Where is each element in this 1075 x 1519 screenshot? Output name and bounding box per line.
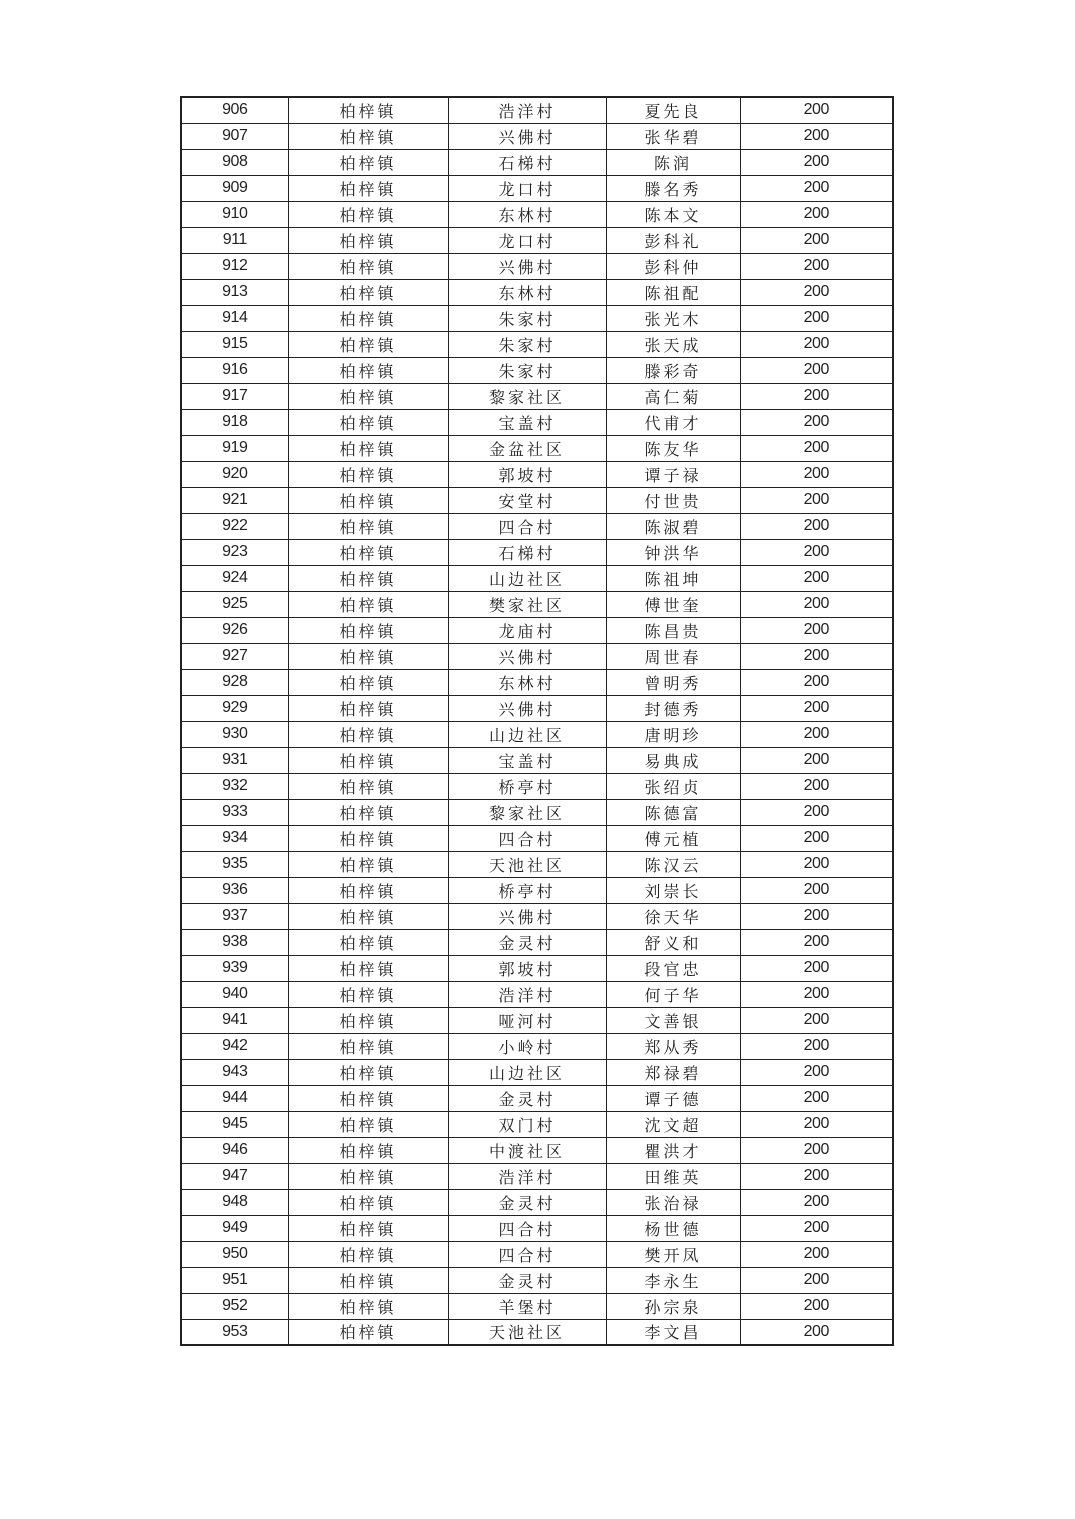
row-number-cell: 907: [181, 123, 288, 149]
town-cell: 柏梓镇: [288, 409, 448, 435]
row-number-cell: 935: [181, 851, 288, 877]
village-cell: 东林村: [448, 669, 606, 695]
amount-cell: 200: [740, 903, 893, 929]
person-name-cell: 傅元植: [606, 825, 740, 851]
town-cell: 柏梓镇: [288, 955, 448, 981]
row-number-cell: 949: [181, 1215, 288, 1241]
table-row: [181, 97, 893, 123]
table-row: [181, 721, 893, 747]
person-name-cell: 陈友华: [606, 435, 740, 461]
village-cell: 山边社区: [448, 721, 606, 747]
table-row: [181, 617, 893, 643]
table-row: [181, 1111, 893, 1137]
table-row: [181, 955, 893, 981]
subsidy-table: [180, 96, 894, 1346]
row-number-cell: 937: [181, 903, 288, 929]
table-row: [181, 123, 893, 149]
town-cell: 柏梓镇: [288, 1215, 448, 1241]
village-cell: 兴佛村: [448, 123, 606, 149]
table-row: [181, 149, 893, 175]
amount-cell: 200: [740, 1189, 893, 1215]
amount-cell: 200: [740, 1111, 893, 1137]
table-row: [181, 1267, 893, 1293]
amount-cell: 200: [740, 1033, 893, 1059]
row-number-cell: 914: [181, 305, 288, 331]
row-number-cell: 923: [181, 539, 288, 565]
town-cell: 柏梓镇: [288, 513, 448, 539]
town-cell: 柏梓镇: [288, 123, 448, 149]
row-number-cell: 918: [181, 409, 288, 435]
village-cell: 龙庙村: [448, 617, 606, 643]
row-number-cell: 919: [181, 435, 288, 461]
village-cell: 黎家社区: [448, 383, 606, 409]
town-cell: 柏梓镇: [288, 1267, 448, 1293]
table-row: [181, 513, 893, 539]
amount-cell: 200: [740, 279, 893, 305]
table-row: [181, 1085, 893, 1111]
row-number-cell: 920: [181, 461, 288, 487]
person-name-cell: 孙宗泉: [606, 1293, 740, 1319]
amount-cell: 200: [740, 591, 893, 617]
town-cell: 柏梓镇: [288, 591, 448, 617]
village-cell: 东林村: [448, 201, 606, 227]
village-cell: 四合村: [448, 1241, 606, 1267]
town-cell: 柏梓镇: [288, 1137, 448, 1163]
village-cell: 浩洋村: [448, 97, 606, 123]
village-cell: 金灵村: [448, 1085, 606, 1111]
row-number-cell: 922: [181, 513, 288, 539]
amount-cell: 200: [740, 409, 893, 435]
row-number-cell: 912: [181, 253, 288, 279]
village-cell: 东林村: [448, 279, 606, 305]
person-name-cell: 谭子德: [606, 1085, 740, 1111]
table-row: [181, 669, 893, 695]
town-cell: 柏梓镇: [288, 1007, 448, 1033]
row-number-cell: 913: [181, 279, 288, 305]
village-cell: 兴佛村: [448, 695, 606, 721]
person-name-cell: 郑从秀: [606, 1033, 740, 1059]
row-number-cell: 924: [181, 565, 288, 591]
village-cell: 龙口村: [448, 227, 606, 253]
town-cell: 柏梓镇: [288, 669, 448, 695]
row-number-cell: 930: [181, 721, 288, 747]
amount-cell: 200: [740, 331, 893, 357]
amount-cell: 200: [740, 747, 893, 773]
town-cell: 柏梓镇: [288, 1319, 448, 1345]
village-cell: 石梯村: [448, 149, 606, 175]
town-cell: 柏梓镇: [288, 97, 448, 123]
amount-cell: 200: [740, 1059, 893, 1085]
person-name-cell: 陈淑碧: [606, 513, 740, 539]
person-name-cell: 李永生: [606, 1267, 740, 1293]
town-cell: 柏梓镇: [288, 435, 448, 461]
village-cell: 黎家社区: [448, 799, 606, 825]
village-cell: 天池社区: [448, 1319, 606, 1345]
row-number-cell: 921: [181, 487, 288, 513]
village-cell: 安堂村: [448, 487, 606, 513]
village-cell: 郭坡村: [448, 461, 606, 487]
table-row: [181, 1059, 893, 1085]
amount-cell: 200: [740, 669, 893, 695]
table-row: [181, 1033, 893, 1059]
village-cell: 朱家村: [448, 305, 606, 331]
town-cell: 柏梓镇: [288, 305, 448, 331]
table-row: [181, 227, 893, 253]
amount-cell: 200: [740, 825, 893, 851]
village-cell: 龙口村: [448, 175, 606, 201]
amount-cell: 200: [740, 1137, 893, 1163]
person-name-cell: 彭科礼: [606, 227, 740, 253]
person-name-cell: 沈文超: [606, 1111, 740, 1137]
row-number-cell: 928: [181, 669, 288, 695]
person-name-cell: 曾明秀: [606, 669, 740, 695]
table-row: [181, 903, 893, 929]
town-cell: 柏梓镇: [288, 617, 448, 643]
town-cell: 柏梓镇: [288, 721, 448, 747]
town-cell: 柏梓镇: [288, 1241, 448, 1267]
village-cell: 金灵村: [448, 1267, 606, 1293]
row-number-cell: 943: [181, 1059, 288, 1085]
row-number-cell: 953: [181, 1319, 288, 1345]
person-name-cell: 傅世奎: [606, 591, 740, 617]
amount-cell: 200: [740, 487, 893, 513]
table-row: [181, 357, 893, 383]
village-cell: 中渡社区: [448, 1137, 606, 1163]
village-cell: 羊堡村: [448, 1293, 606, 1319]
amount-cell: 200: [740, 253, 893, 279]
row-number-cell: 929: [181, 695, 288, 721]
row-number-cell: 917: [181, 383, 288, 409]
village-cell: 哑河村: [448, 1007, 606, 1033]
table-row: [181, 1007, 893, 1033]
village-cell: 四合村: [448, 513, 606, 539]
person-name-cell: 杨世德: [606, 1215, 740, 1241]
village-cell: 宝盖村: [448, 747, 606, 773]
table-row: [181, 487, 893, 513]
table-row: [181, 409, 893, 435]
table-row: [181, 591, 893, 617]
row-number-cell: 939: [181, 955, 288, 981]
table-row: [181, 1137, 893, 1163]
town-cell: 柏梓镇: [288, 981, 448, 1007]
row-number-cell: 927: [181, 643, 288, 669]
village-cell: 兴佛村: [448, 643, 606, 669]
row-number-cell: 933: [181, 799, 288, 825]
village-cell: 金盆社区: [448, 435, 606, 461]
town-cell: 柏梓镇: [288, 487, 448, 513]
amount-cell: 200: [740, 1241, 893, 1267]
person-name-cell: 陈润: [606, 149, 740, 175]
amount-cell: 200: [740, 305, 893, 331]
village-cell: 浩洋村: [448, 981, 606, 1007]
village-cell: 郭坡村: [448, 955, 606, 981]
table-row: [181, 435, 893, 461]
table-row: [181, 253, 893, 279]
amount-cell: 200: [740, 123, 893, 149]
table-row: [181, 1215, 893, 1241]
amount-cell: 200: [740, 227, 893, 253]
town-cell: 柏梓镇: [288, 799, 448, 825]
table-row: [181, 175, 893, 201]
amount-cell: 200: [740, 201, 893, 227]
table-row: [181, 305, 893, 331]
town-cell: 柏梓镇: [288, 929, 448, 955]
row-number-cell: 931: [181, 747, 288, 773]
row-number-cell: 925: [181, 591, 288, 617]
row-number-cell: 940: [181, 981, 288, 1007]
person-name-cell: 易典成: [606, 747, 740, 773]
amount-cell: 200: [740, 435, 893, 461]
town-cell: 柏梓镇: [288, 643, 448, 669]
row-number-cell: 911: [181, 227, 288, 253]
table-row: [181, 201, 893, 227]
town-cell: 柏梓镇: [288, 461, 448, 487]
person-name-cell: 代甫才: [606, 409, 740, 435]
village-cell: 山边社区: [448, 565, 606, 591]
row-number-cell: 952: [181, 1293, 288, 1319]
town-cell: 柏梓镇: [288, 201, 448, 227]
town-cell: 柏梓镇: [288, 773, 448, 799]
person-name-cell: 瞿洪才: [606, 1137, 740, 1163]
person-name-cell: 樊开凤: [606, 1241, 740, 1267]
town-cell: 柏梓镇: [288, 747, 448, 773]
village-cell: 桥亭村: [448, 773, 606, 799]
table-row: [181, 1163, 893, 1189]
town-cell: 柏梓镇: [288, 1111, 448, 1137]
person-name-cell: 陈本文: [606, 201, 740, 227]
person-name-cell: 陈昌贵: [606, 617, 740, 643]
person-name-cell: 李文昌: [606, 1319, 740, 1345]
amount-cell: 200: [740, 357, 893, 383]
village-cell: 双门村: [448, 1111, 606, 1137]
row-number-cell: 944: [181, 1085, 288, 1111]
amount-cell: 200: [740, 851, 893, 877]
person-name-cell: 文善银: [606, 1007, 740, 1033]
person-name-cell: 田维英: [606, 1163, 740, 1189]
village-cell: 朱家村: [448, 357, 606, 383]
table-row: [181, 773, 893, 799]
amount-cell: 200: [740, 1085, 893, 1111]
town-cell: 柏梓镇: [288, 565, 448, 591]
town-cell: 柏梓镇: [288, 695, 448, 721]
person-name-cell: 周世春: [606, 643, 740, 669]
row-number-cell: 909: [181, 175, 288, 201]
town-cell: 柏梓镇: [288, 877, 448, 903]
town-cell: 柏梓镇: [288, 851, 448, 877]
village-cell: 小岭村: [448, 1033, 606, 1059]
town-cell: 柏梓镇: [288, 539, 448, 565]
town-cell: 柏梓镇: [288, 825, 448, 851]
village-cell: 石梯村: [448, 539, 606, 565]
table-row: [181, 1293, 893, 1319]
amount-cell: 200: [740, 773, 893, 799]
table-row: [181, 747, 893, 773]
row-number-cell: 951: [181, 1267, 288, 1293]
village-cell: 兴佛村: [448, 253, 606, 279]
table-row: [181, 695, 893, 721]
amount-cell: 200: [740, 383, 893, 409]
row-number-cell: 948: [181, 1189, 288, 1215]
person-name-cell: 滕名秀: [606, 175, 740, 201]
amount-cell: 200: [740, 97, 893, 123]
person-name-cell: 付世贵: [606, 487, 740, 513]
town-cell: 柏梓镇: [288, 1293, 448, 1319]
table-row: [181, 539, 893, 565]
row-number-cell: 908: [181, 149, 288, 175]
amount-cell: 200: [740, 461, 893, 487]
row-number-cell: 942: [181, 1033, 288, 1059]
person-name-cell: 郑禄碧: [606, 1059, 740, 1085]
amount-cell: 200: [740, 539, 893, 565]
table-body: [181, 97, 893, 1345]
person-name-cell: 夏先良: [606, 97, 740, 123]
amount-cell: 200: [740, 513, 893, 539]
person-name-cell: 张华碧: [606, 123, 740, 149]
town-cell: 柏梓镇: [288, 227, 448, 253]
person-name-cell: 段官忠: [606, 955, 740, 981]
row-number-cell: 932: [181, 773, 288, 799]
amount-cell: 200: [740, 929, 893, 955]
row-number-cell: 906: [181, 97, 288, 123]
person-name-cell: 谭子禄: [606, 461, 740, 487]
row-number-cell: 926: [181, 617, 288, 643]
person-name-cell: 张光木: [606, 305, 740, 331]
person-name-cell: 何子华: [606, 981, 740, 1007]
person-name-cell: 封德秀: [606, 695, 740, 721]
person-name-cell: 陈汉云: [606, 851, 740, 877]
table-row: [181, 929, 893, 955]
amount-cell: 200: [740, 877, 893, 903]
row-number-cell: 936: [181, 877, 288, 903]
table-row: [181, 981, 893, 1007]
village-cell: 桥亭村: [448, 877, 606, 903]
town-cell: 柏梓镇: [288, 175, 448, 201]
amount-cell: 200: [740, 175, 893, 201]
table-row: [181, 331, 893, 357]
amount-cell: 200: [740, 617, 893, 643]
row-number-cell: 910: [181, 201, 288, 227]
table-row: [181, 565, 893, 591]
amount-cell: 200: [740, 981, 893, 1007]
person-name-cell: 高仁菊: [606, 383, 740, 409]
town-cell: 柏梓镇: [288, 331, 448, 357]
town-cell: 柏梓镇: [288, 1189, 448, 1215]
village-cell: 山边社区: [448, 1059, 606, 1085]
person-name-cell: 徐天华: [606, 903, 740, 929]
amount-cell: 200: [740, 799, 893, 825]
person-name-cell: 陈祖坤: [606, 565, 740, 591]
amount-cell: 200: [740, 955, 893, 981]
town-cell: 柏梓镇: [288, 253, 448, 279]
village-cell: 金灵村: [448, 929, 606, 955]
amount-cell: 200: [740, 1319, 893, 1345]
table-row: [181, 383, 893, 409]
village-cell: 浩洋村: [448, 1163, 606, 1189]
amount-cell: 200: [740, 1267, 893, 1293]
amount-cell: 200: [740, 1007, 893, 1033]
village-cell: 金灵村: [448, 1189, 606, 1215]
person-name-cell: 舒义和: [606, 929, 740, 955]
person-name-cell: 钟洪华: [606, 539, 740, 565]
row-number-cell: 915: [181, 331, 288, 357]
person-name-cell: 刘崇长: [606, 877, 740, 903]
amount-cell: 200: [740, 1215, 893, 1241]
town-cell: 柏梓镇: [288, 383, 448, 409]
person-name-cell: 滕彩奇: [606, 357, 740, 383]
town-cell: 柏梓镇: [288, 1059, 448, 1085]
table-row: [181, 1319, 893, 1345]
village-cell: 天池社区: [448, 851, 606, 877]
town-cell: 柏梓镇: [288, 1033, 448, 1059]
person-name-cell: 陈德富: [606, 799, 740, 825]
village-cell: 樊家社区: [448, 591, 606, 617]
amount-cell: 200: [740, 643, 893, 669]
village-cell: 四合村: [448, 825, 606, 851]
table-row: [181, 1189, 893, 1215]
row-number-cell: 946: [181, 1137, 288, 1163]
table-row: [181, 279, 893, 305]
amount-cell: 200: [740, 721, 893, 747]
row-number-cell: 916: [181, 357, 288, 383]
row-number-cell: 938: [181, 929, 288, 955]
table-row: [181, 799, 893, 825]
table-row: [181, 1241, 893, 1267]
town-cell: 柏梓镇: [288, 279, 448, 305]
person-name-cell: 张天成: [606, 331, 740, 357]
row-number-cell: 947: [181, 1163, 288, 1189]
row-number-cell: 945: [181, 1111, 288, 1137]
town-cell: 柏梓镇: [288, 357, 448, 383]
row-number-cell: 941: [181, 1007, 288, 1033]
row-number-cell: 934: [181, 825, 288, 851]
town-cell: 柏梓镇: [288, 1085, 448, 1111]
table-row: [181, 643, 893, 669]
village-cell: 四合村: [448, 1215, 606, 1241]
person-name-cell: 张绍贞: [606, 773, 740, 799]
person-name-cell: 彭科仲: [606, 253, 740, 279]
person-name-cell: 陈祖配: [606, 279, 740, 305]
table-row: [181, 851, 893, 877]
row-number-cell: 950: [181, 1241, 288, 1267]
town-cell: 柏梓镇: [288, 149, 448, 175]
amount-cell: 200: [740, 695, 893, 721]
table-row: [181, 877, 893, 903]
town-cell: 柏梓镇: [288, 903, 448, 929]
village-cell: 朱家村: [448, 331, 606, 357]
amount-cell: 200: [740, 1163, 893, 1189]
person-name-cell: 唐明珍: [606, 721, 740, 747]
amount-cell: 200: [740, 1293, 893, 1319]
amount-cell: 200: [740, 149, 893, 175]
table-row: [181, 461, 893, 487]
village-cell: 宝盖村: [448, 409, 606, 435]
town-cell: 柏梓镇: [288, 1163, 448, 1189]
amount-cell: 200: [740, 565, 893, 591]
village-cell: 兴佛村: [448, 903, 606, 929]
table-row: [181, 825, 893, 851]
person-name-cell: 张治禄: [606, 1189, 740, 1215]
